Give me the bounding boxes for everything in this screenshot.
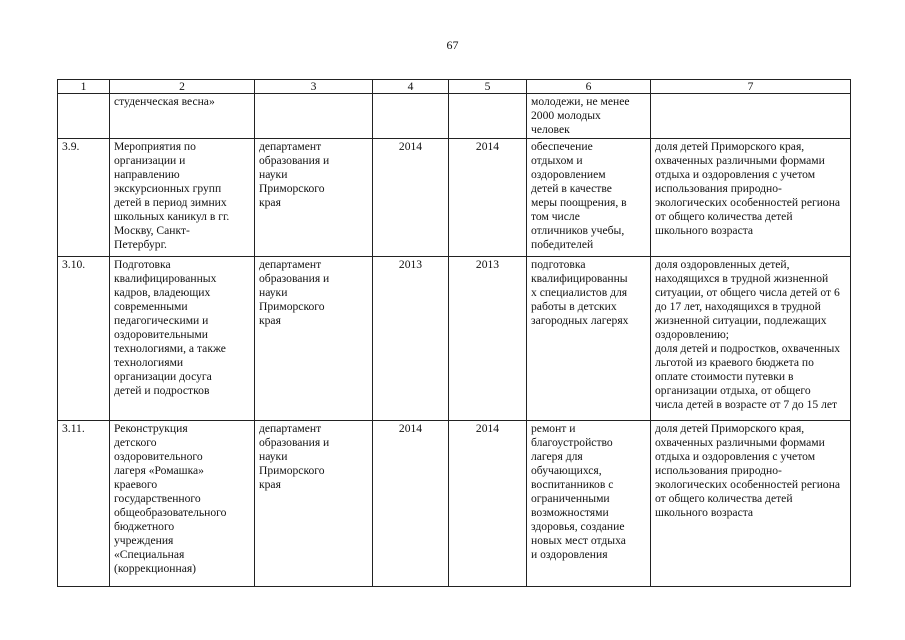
column-header: 5 [449, 80, 527, 94]
indicator [651, 94, 851, 139]
end-year: 2014 [449, 421, 527, 587]
responsible-department: департамент образования и науки Приморского края [255, 139, 373, 257]
activity-name: Реконструкция детского оздоровительного лагеря «Ромашка» краевого государственного общеобразовательного бюджетного учреждения «Специальная (коррекционная) [110, 421, 255, 587]
start-year [373, 94, 449, 139]
end-year: 2014 [449, 139, 527, 257]
activity-name: студенческая весна» [110, 94, 255, 139]
row-number [58, 94, 110, 139]
column-header: 2 [110, 80, 255, 94]
expected-result: обеспечение отдыхом и оздоровлением детей в качестве меры поощрения, в том числе отличников учебы, победителей [527, 139, 651, 257]
column-header: 1 [58, 80, 110, 94]
row-number: 3.11. [58, 421, 110, 587]
responsible-department: департамент образования и науки Приморского края [255, 421, 373, 587]
column-header: 6 [527, 80, 651, 94]
expected-result: подготовка квалифицированны х специалистов для работы в детских загородных лагерях [527, 257, 651, 421]
table-row [58, 257, 851, 421]
table-row [58, 94, 851, 139]
column-header: 3 [255, 80, 373, 94]
end-year: 2013 [449, 257, 527, 421]
start-year: 2014 [373, 139, 449, 257]
table-row [58, 421, 851, 587]
row-number: 3.9. [58, 139, 110, 257]
column-header: 4 [373, 80, 449, 94]
expected-result: молодежи, не менее 2000 молодых человек [527, 94, 651, 139]
end-year [449, 94, 527, 139]
column-header: 7 [651, 80, 851, 94]
activity-name: Подготовка квалифицированных кадров, владеющих современными педагогическими и оздоровительными технологиями, а также технологиями организации досуга детей и подростков [110, 257, 255, 421]
table-header-row [58, 80, 851, 94]
indicator: доля детей Приморского края, охваченных различными формами отдыха и оздоровления с учетом использования природно- экологических особенностей региона от общего количества детей школьного возраста [651, 139, 851, 257]
responsible-department [255, 94, 373, 139]
indicator: доля детей Приморского края, охваченных различными формами отдыха и оздоровления с учетом использования природно- экологических особенностей региона от общего количества детей школьного возраста [651, 421, 851, 587]
table-row [58, 139, 851, 257]
start-year: 2013 [373, 257, 449, 421]
program-table [57, 79, 851, 587]
expected-result: ремонт и благоустройство лагеря для обучающихся, воспитанников с ограниченными возможностями здоровья, создание новых мест отдыха и оздоровления [527, 421, 651, 587]
responsible-department: департамент образования и науки Приморского края [255, 257, 373, 421]
page-number: 67 [446, 38, 459, 52]
indicator: доля оздоровленных детей, находящихся в трудной жизненной ситуации, от общего числа детей от 6 до 17 лет, находящихся в трудной жизненной ситуации, подлежащих оздоровлению; доля детей и подростков, охваченных льготой из краевого бюджета по оплате стоимости путевки в организации отдыха, от общего числа детей в возрасте от 7 до 15 лет [651, 257, 851, 421]
activity-name: Мероприятия по организации и направлению экскурсионных групп детей в период зимних школьных каникул в гг. Москву, Санкт- Петербург. [110, 139, 255, 257]
row-number: 3.10. [58, 257, 110, 421]
start-year: 2014 [373, 421, 449, 587]
